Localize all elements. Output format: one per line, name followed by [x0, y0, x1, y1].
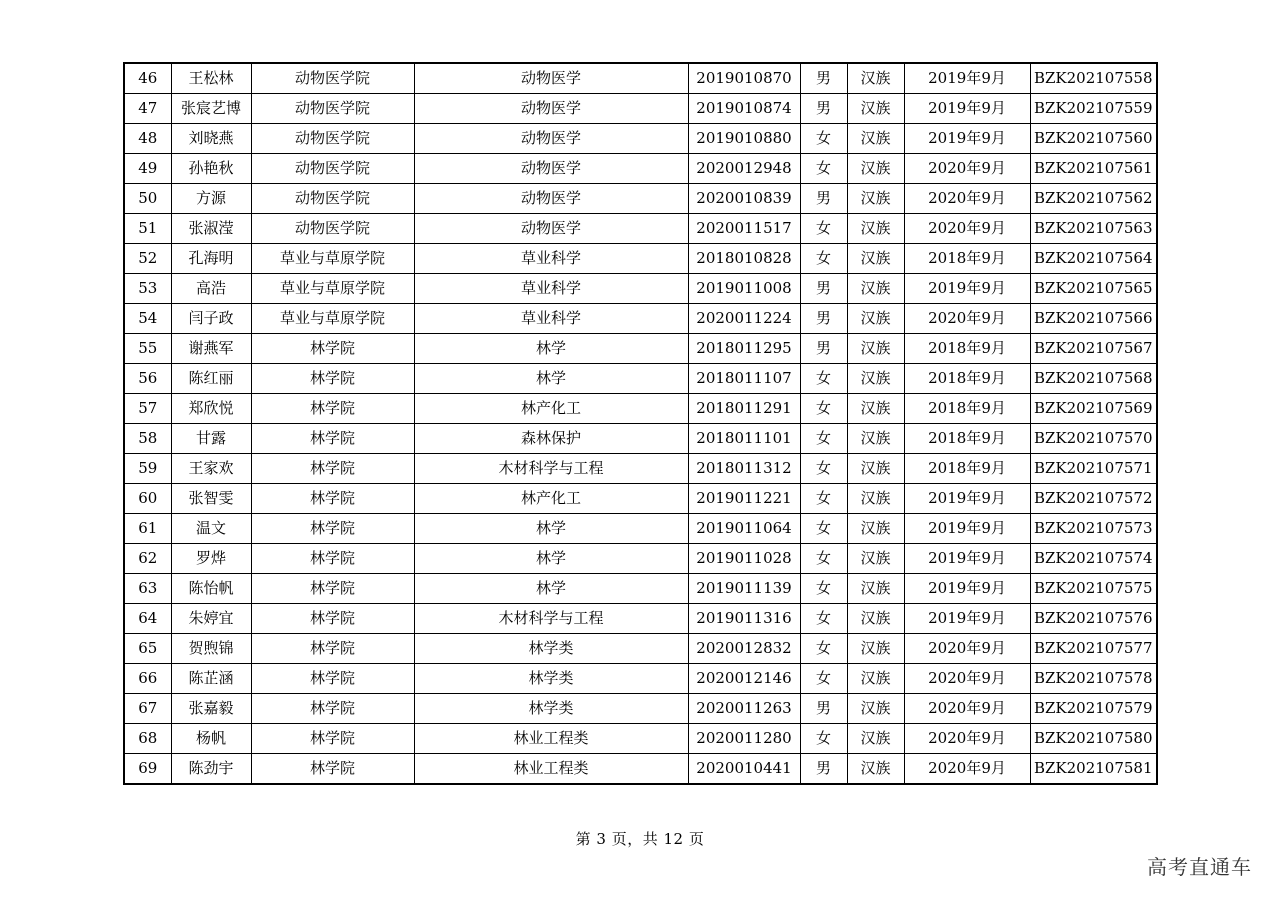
row-number-cell: 63: [124, 574, 171, 604]
table-row: [124, 574, 1157, 604]
gender-cell: 女: [800, 364, 847, 394]
certificate-number-cell: BZK202107574: [1030, 544, 1157, 574]
table-row: [124, 724, 1157, 754]
ethnicity-cell: 汉族: [847, 514, 904, 544]
student-name-cell: 孙艳秋: [171, 154, 251, 184]
certificate-number-cell: BZK202107561: [1030, 154, 1157, 184]
gender-cell: 男: [800, 274, 847, 304]
enrollment-date-cell: 2019年9月: [904, 514, 1030, 544]
table-row: [124, 484, 1157, 514]
certificate-number-cell: BZK202107563: [1030, 214, 1157, 244]
ethnicity-cell: 汉族: [847, 154, 904, 184]
table-row: [124, 304, 1157, 334]
major-cell: 草业科学: [414, 244, 688, 274]
student-id-cell: 2018011295: [688, 334, 800, 364]
student-roster-table: [123, 62, 1158, 785]
enrollment-date-cell: 2020年9月: [904, 304, 1030, 334]
row-number-cell: 69: [124, 754, 171, 785]
row-number-cell: 66: [124, 664, 171, 694]
row-number-cell: 60: [124, 484, 171, 514]
student-id-cell: 2020011224: [688, 304, 800, 334]
student-id-cell: 2019011008: [688, 274, 800, 304]
certificate-number-cell: BZK202107566: [1030, 304, 1157, 334]
student-name-cell: 王松林: [171, 63, 251, 94]
ethnicity-cell: 汉族: [847, 63, 904, 94]
enrollment-date-cell: 2020年9月: [904, 184, 1030, 214]
gender-cell: 女: [800, 724, 847, 754]
college-cell: 林学院: [251, 754, 414, 785]
table-row: [124, 184, 1157, 214]
ethnicity-cell: 汉族: [847, 694, 904, 724]
student-id-cell: 2018010828: [688, 244, 800, 274]
major-cell: 动物医学: [414, 124, 688, 154]
student-id-cell: 2018011291: [688, 394, 800, 424]
student-id-cell: 2019011221: [688, 484, 800, 514]
college-cell: 动物医学院: [251, 124, 414, 154]
table-row: [124, 544, 1157, 574]
table-row: [124, 424, 1157, 454]
college-cell: 动物医学院: [251, 63, 414, 94]
certificate-number-cell: BZK202107580: [1030, 724, 1157, 754]
student-id-cell: 2019011316: [688, 604, 800, 634]
enrollment-date-cell: 2020年9月: [904, 214, 1030, 244]
ethnicity-cell: 汉族: [847, 424, 904, 454]
college-cell: 林学院: [251, 694, 414, 724]
college-cell: 草业与草原学院: [251, 274, 414, 304]
certificate-number-cell: BZK202107568: [1030, 364, 1157, 394]
row-number-cell: 49: [124, 154, 171, 184]
certificate-number-cell: BZK202107558: [1030, 63, 1157, 94]
gender-cell: 女: [800, 574, 847, 604]
row-number-cell: 50: [124, 184, 171, 214]
major-cell: 动物医学: [414, 63, 688, 94]
major-cell: 林学: [414, 334, 688, 364]
major-cell: 林学类: [414, 694, 688, 724]
student-name-cell: 张智雯: [171, 484, 251, 514]
gender-cell: 女: [800, 514, 847, 544]
enrollment-date-cell: 2019年9月: [904, 124, 1030, 154]
college-cell: 林学院: [251, 634, 414, 664]
ethnicity-cell: 汉族: [847, 454, 904, 484]
enrollment-date-cell: 2019年9月: [904, 484, 1030, 514]
row-number-cell: 67: [124, 694, 171, 724]
college-cell: 林学院: [251, 424, 414, 454]
gender-cell: 女: [800, 424, 847, 454]
certificate-number-cell: BZK202107559: [1030, 94, 1157, 124]
student-name-cell: 张淑滢: [171, 214, 251, 244]
table-row: [124, 514, 1157, 544]
table-row: [124, 694, 1157, 724]
enrollment-date-cell: 2020年9月: [904, 154, 1030, 184]
gender-cell: 女: [800, 124, 847, 154]
major-cell: 林业工程类: [414, 724, 688, 754]
major-cell: 林业工程类: [414, 754, 688, 785]
enrollment-date-cell: 2018年9月: [904, 334, 1030, 364]
row-number-cell: 53: [124, 274, 171, 304]
enrollment-date-cell: 2019年9月: [904, 604, 1030, 634]
gender-cell: 女: [800, 484, 847, 514]
student-id-cell: 2020011517: [688, 214, 800, 244]
major-cell: 动物医学: [414, 94, 688, 124]
college-cell: 林学院: [251, 454, 414, 484]
ethnicity-cell: 汉族: [847, 484, 904, 514]
row-number-cell: 54: [124, 304, 171, 334]
college-cell: 林学院: [251, 544, 414, 574]
major-cell: 森林保护: [414, 424, 688, 454]
certificate-number-cell: BZK202107569: [1030, 394, 1157, 424]
student-name-cell: 张宸艺博: [171, 94, 251, 124]
major-cell: 林学: [414, 514, 688, 544]
student-name-cell: 谢燕军: [171, 334, 251, 364]
enrollment-date-cell: 2018年9月: [904, 394, 1030, 424]
college-cell: 林学院: [251, 394, 414, 424]
gender-cell: 男: [800, 334, 847, 364]
gender-cell: 女: [800, 454, 847, 484]
enrollment-date-cell: 2018年9月: [904, 424, 1030, 454]
certificate-number-cell: BZK202107562: [1030, 184, 1157, 214]
student-id-cell: 2019011028: [688, 544, 800, 574]
college-cell: 林学院: [251, 604, 414, 634]
enrollment-date-cell: 2018年9月: [904, 244, 1030, 274]
row-number-cell: 55: [124, 334, 171, 364]
roster-body: [124, 63, 1157, 784]
table-row: [124, 244, 1157, 274]
ethnicity-cell: 汉族: [847, 364, 904, 394]
certificate-number-cell: BZK202107560: [1030, 124, 1157, 154]
student-name-cell: 陈红丽: [171, 364, 251, 394]
college-cell: 草业与草原学院: [251, 304, 414, 334]
student-name-cell: 孔海明: [171, 244, 251, 274]
college-cell: 动物医学院: [251, 94, 414, 124]
table-row: [124, 94, 1157, 124]
gender-cell: 男: [800, 694, 847, 724]
page-number: 第 3 页，共 12 页: [575, 830, 705, 848]
gender-cell: 男: [800, 754, 847, 785]
enrollment-date-cell: 2020年9月: [904, 664, 1030, 694]
ethnicity-cell: 汉族: [847, 334, 904, 364]
table-row: [124, 214, 1157, 244]
college-cell: 动物医学院: [251, 154, 414, 184]
row-number-cell: 68: [124, 724, 171, 754]
enrollment-date-cell: 2019年9月: [904, 544, 1030, 574]
certificate-number-cell: BZK202107576: [1030, 604, 1157, 634]
certificate-number-cell: BZK202107567: [1030, 334, 1157, 364]
table-row: [124, 394, 1157, 424]
major-cell: 林学: [414, 544, 688, 574]
certificate-number-cell: BZK202107571: [1030, 454, 1157, 484]
student-id-cell: 2020012948: [688, 154, 800, 184]
major-cell: 动物医学: [414, 184, 688, 214]
student-name-cell: 高浩: [171, 274, 251, 304]
ethnicity-cell: 汉族: [847, 124, 904, 154]
college-cell: 林学院: [251, 724, 414, 754]
certificate-number-cell: BZK202107575: [1030, 574, 1157, 604]
student-name-cell: 张嘉毅: [171, 694, 251, 724]
certificate-number-cell: BZK202107579: [1030, 694, 1157, 724]
row-number-cell: 59: [124, 454, 171, 484]
student-name-cell: 刘晓燕: [171, 124, 251, 154]
student-name-cell: 甘露: [171, 424, 251, 454]
gender-cell: 女: [800, 604, 847, 634]
student-id-cell: 2020011263: [688, 694, 800, 724]
student-name-cell: 王家欢: [171, 454, 251, 484]
table-row: [124, 154, 1157, 184]
college-cell: 林学院: [251, 334, 414, 364]
college-cell: 林学院: [251, 514, 414, 544]
major-cell: 林学类: [414, 634, 688, 664]
table-row: [124, 364, 1157, 394]
certificate-number-cell: BZK202107565: [1030, 274, 1157, 304]
ethnicity-cell: 汉族: [847, 184, 904, 214]
student-id-cell: 2019010880: [688, 124, 800, 154]
gender-cell: 男: [800, 184, 847, 214]
table-row: [124, 124, 1157, 154]
ethnicity-cell: 汉族: [847, 754, 904, 785]
certificate-number-cell: BZK202107564: [1030, 244, 1157, 274]
student-id-cell: 2018011312: [688, 454, 800, 484]
student-id-cell: 2020012146: [688, 664, 800, 694]
college-cell: 动物医学院: [251, 184, 414, 214]
gender-cell: 女: [800, 154, 847, 184]
row-number-cell: 65: [124, 634, 171, 664]
student-name-cell: 朱婷宜: [171, 604, 251, 634]
gender-cell: 男: [800, 304, 847, 334]
major-cell: 动物医学: [414, 214, 688, 244]
ethnicity-cell: 汉族: [847, 574, 904, 604]
ethnicity-cell: 汉族: [847, 214, 904, 244]
row-number-cell: 47: [124, 94, 171, 124]
major-cell: 木材科学与工程: [414, 604, 688, 634]
enrollment-date-cell: 2020年9月: [904, 724, 1030, 754]
gender-cell: 女: [800, 394, 847, 424]
student-id-cell: 2019010874: [688, 94, 800, 124]
major-cell: 草业科学: [414, 304, 688, 334]
student-id-cell: 2020010441: [688, 754, 800, 785]
major-cell: 动物医学: [414, 154, 688, 184]
gender-cell: 女: [800, 214, 847, 244]
college-cell: 动物医学院: [251, 214, 414, 244]
table-row: [124, 63, 1157, 94]
student-id-cell: 2019011139: [688, 574, 800, 604]
major-cell: 林学: [414, 574, 688, 604]
ethnicity-cell: 汉族: [847, 394, 904, 424]
student-name-cell: 陈芷涵: [171, 664, 251, 694]
major-cell: 林学类: [414, 664, 688, 694]
college-cell: 林学院: [251, 574, 414, 604]
major-cell: 林产化工: [414, 484, 688, 514]
student-id-cell: 2020012832: [688, 634, 800, 664]
student-id-cell: 2018011101: [688, 424, 800, 454]
gender-cell: 女: [800, 634, 847, 664]
row-number-cell: 51: [124, 214, 171, 244]
student-name-cell: 罗烨: [171, 544, 251, 574]
student-id-cell: 2020010839: [688, 184, 800, 214]
enrollment-date-cell: 2020年9月: [904, 634, 1030, 664]
ethnicity-cell: 汉族: [847, 634, 904, 664]
major-cell: 草业科学: [414, 274, 688, 304]
gender-cell: 男: [800, 94, 847, 124]
enrollment-date-cell: 2020年9月: [904, 694, 1030, 724]
college-cell: 林学院: [251, 364, 414, 394]
certificate-number-cell: BZK202107570: [1030, 424, 1157, 454]
row-number-cell: 58: [124, 424, 171, 454]
student-name-cell: 贺煦锦: [171, 634, 251, 664]
row-number-cell: 52: [124, 244, 171, 274]
enrollment-date-cell: 2019年9月: [904, 574, 1030, 604]
enrollment-date-cell: 2020年9月: [904, 754, 1030, 785]
ethnicity-cell: 汉族: [847, 94, 904, 124]
student-id-cell: 2019011064: [688, 514, 800, 544]
student-name-cell: 陈劲宇: [171, 754, 251, 785]
gender-cell: 女: [800, 664, 847, 694]
table-row: [124, 604, 1157, 634]
major-cell: 木材科学与工程: [414, 454, 688, 484]
enrollment-date-cell: 2018年9月: [904, 454, 1030, 484]
row-number-cell: 64: [124, 604, 171, 634]
table-row: [124, 634, 1157, 664]
student-name-cell: 温文: [171, 514, 251, 544]
enrollment-date-cell: 2019年9月: [904, 274, 1030, 304]
row-number-cell: 56: [124, 364, 171, 394]
student-name-cell: 郑欣悦: [171, 394, 251, 424]
row-number-cell: 62: [124, 544, 171, 574]
college-cell: 林学院: [251, 664, 414, 694]
table-row: [124, 334, 1157, 364]
table-row: [124, 274, 1157, 304]
certificate-number-cell: BZK202107572: [1030, 484, 1157, 514]
college-cell: 草业与草原学院: [251, 244, 414, 274]
ethnicity-cell: 汉族: [847, 664, 904, 694]
ethnicity-cell: 汉族: [847, 724, 904, 754]
student-name-cell: 陈怡帆: [171, 574, 251, 604]
student-id-cell: 2020011280: [688, 724, 800, 754]
student-name-cell: 方源: [171, 184, 251, 214]
ethnicity-cell: 汉族: [847, 304, 904, 334]
college-cell: 林学院: [251, 484, 414, 514]
student-name-cell: 闫子政: [171, 304, 251, 334]
ethnicity-cell: 汉族: [847, 244, 904, 274]
gender-cell: 女: [800, 544, 847, 574]
major-cell: 林学: [414, 364, 688, 394]
row-number-cell: 57: [124, 394, 171, 424]
row-number-cell: 61: [124, 514, 171, 544]
table-row: [124, 664, 1157, 694]
student-id-cell: 2018011107: [688, 364, 800, 394]
enrollment-date-cell: 2019年9月: [904, 63, 1030, 94]
table-row: [124, 754, 1157, 785]
ethnicity-cell: 汉族: [847, 604, 904, 634]
table-row: [124, 454, 1157, 484]
gender-cell: 男: [800, 63, 847, 94]
student-id-cell: 2019010870: [688, 63, 800, 94]
certificate-number-cell: BZK202107573: [1030, 514, 1157, 544]
enrollment-date-cell: 2018年9月: [904, 364, 1030, 394]
row-number-cell: 46: [124, 63, 171, 94]
enrollment-date-cell: 2019年9月: [904, 94, 1030, 124]
certificate-number-cell: BZK202107577: [1030, 634, 1157, 664]
ethnicity-cell: 汉族: [847, 544, 904, 574]
major-cell: 林产化工: [414, 394, 688, 424]
certificate-number-cell: BZK202107581: [1030, 754, 1157, 785]
gender-cell: 女: [800, 244, 847, 274]
watermark-logo: 高考直通车: [1147, 855, 1252, 879]
row-number-cell: 48: [124, 124, 171, 154]
certificate-number-cell: BZK202107578: [1030, 664, 1157, 694]
student-name-cell: 杨帆: [171, 724, 251, 754]
ethnicity-cell: 汉族: [847, 274, 904, 304]
